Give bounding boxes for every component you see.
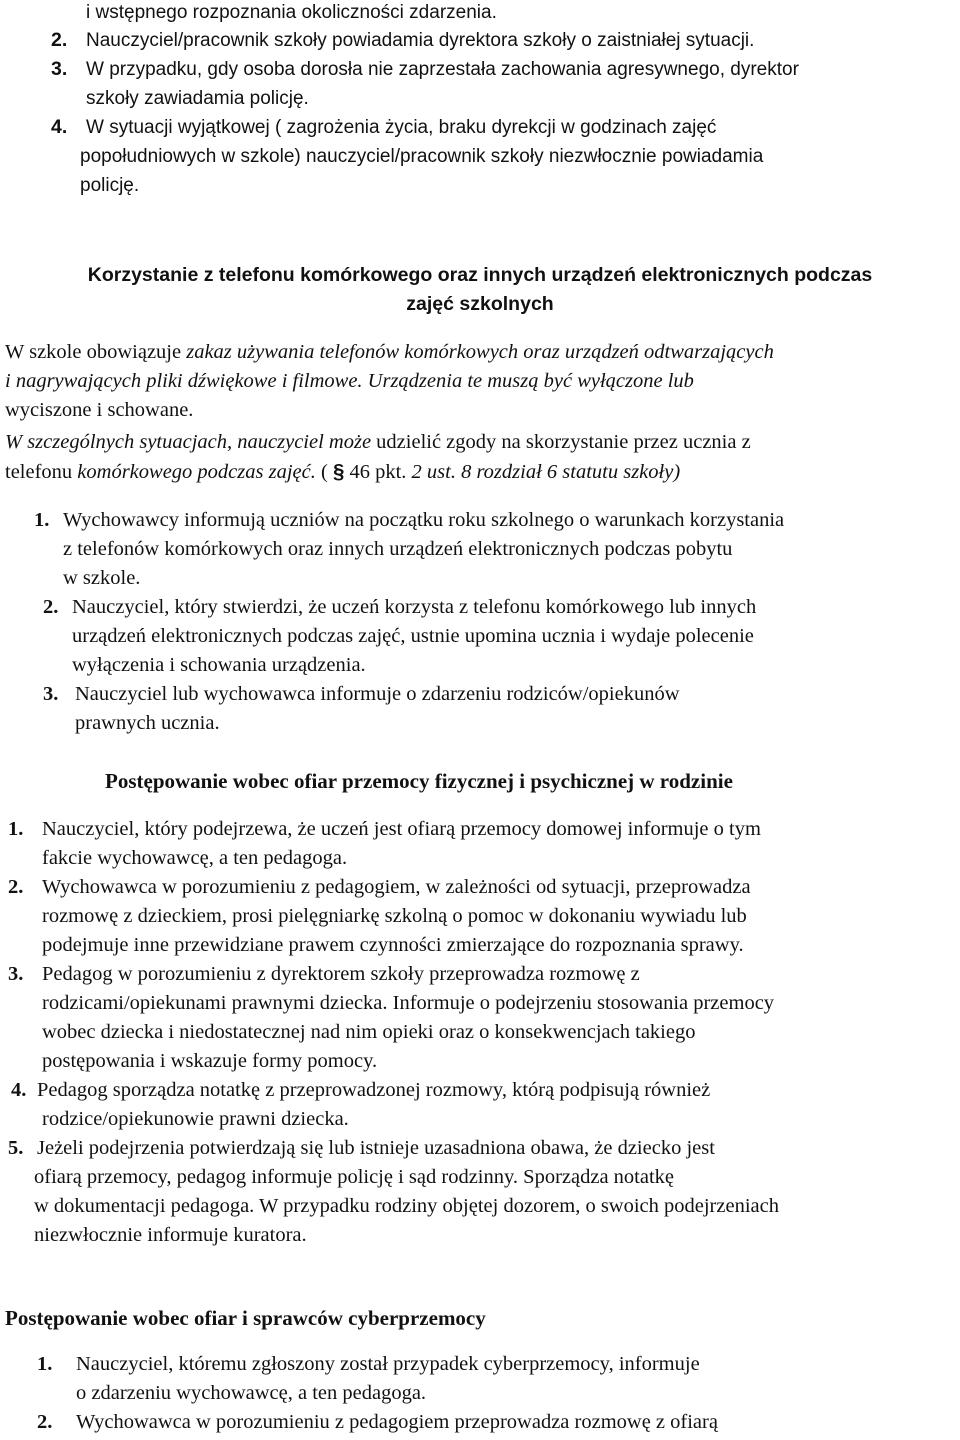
list-line: ofiarą przemocy, pedagog informuje policję i sąd rodzinny. Sporządza notatkę: [34, 1166, 675, 1188]
list-line: rodzicami/opiekunami prawnymi dziecka. Informuje o podejrzeniu stosowania przemocy: [42, 992, 775, 1014]
list-line: Nauczyciel, który podejrzewa, że uczeń jest ofiarą przemocy domowej informuje o tym: [42, 818, 761, 840]
list-number: 2.: [37, 1411, 53, 1433]
list-line: i wstępnego rozpoznania okoliczności zdarzenia.: [86, 2, 497, 23]
list-number: 2.: [51, 29, 68, 51]
list-line: postępowania i wskazuje formy pomocy.: [42, 1050, 378, 1072]
list-line: wyłączenia i schowania urządzenia.: [72, 654, 366, 676]
list-number: 1.: [34, 509, 50, 531]
list-number: 4.: [11, 1079, 27, 1101]
paragraph-line: wyciszone i schowane.: [5, 399, 194, 421]
text-span: zakaz używania telefonów komórkowych oraz urządzeń odtwarzających: [186, 341, 774, 363]
list-line: Wychowawca w porozumieniu z pedagogiem przeprowadza rozmowę z ofiarą: [76, 1411, 718, 1433]
list-line: Nauczyciel/pracownik szkoły powiadamia dyrektora szkoły o zaistniałej sytuacji.: [86, 30, 755, 51]
text-span: 2 ust. 8 rozdział 6 statutu szkoły): [411, 461, 681, 483]
list-number: 4.: [51, 116, 68, 138]
list-number: 2.: [43, 596, 59, 618]
list-line: prawnych ucznia.: [75, 712, 220, 734]
paragraph-line: [5, 428, 751, 457]
paragraph-line: [5, 367, 694, 396]
list-line: z telefonów komórkowych oraz innych urządzeń elektronicznych podczas pobytu: [63, 538, 733, 560]
section-title: Postępowanie wobec ofiar przemocy fizycznej i psychicznej w rodzinie: [105, 769, 733, 793]
text-span: telefonu: [5, 461, 78, 483]
list-line: fakcie wychowawcę, a ten pedagoga.: [42, 847, 348, 869]
list-line: rodzice/opiekunowie prawni dziecka.: [42, 1108, 349, 1130]
list-number: 1.: [37, 1353, 53, 1375]
text-span: i nagrywających pliki dźwiękowe i filmowe. Urządzenia te muszą być wyłączone lub: [5, 370, 694, 392]
list-line: w szkole.: [63, 567, 141, 589]
text-span: 46 pkt.: [344, 461, 412, 483]
text-span: (: [315, 461, 333, 483]
list-line: W przypadku, gdy osoba dorosła nie zaprzestała zachowania agresywnego, dyrektor: [86, 59, 799, 80]
section-title: Korzystanie z telefonu komórkowego oraz innych urządzeń elektronicznych podczas: [87, 264, 873, 286]
list-line: o zdarzeniu wychowawcę, a ten pedagoga.: [76, 1382, 427, 1404]
list-line: popołudniowych w szkole) nauczyciel/pracownik szkoły niezwłocznie powiadamia: [80, 146, 764, 167]
list-line: Wychowawca w porozumieniu z pedagogiem, w zależności od sytuacji, przeprowadza: [42, 876, 751, 898]
list-line: wobec dziecka i niedostatecznej nad nim opieki oraz o konsekwencjach takiego: [42, 1021, 696, 1043]
list-line: urządzeń elektronicznych podczas zajęć, ustnie upomina ucznia i wydaje polecenie: [72, 625, 754, 647]
list-number: 3.: [43, 683, 59, 705]
list-number: 5.: [8, 1137, 24, 1159]
list-line: policję.: [80, 175, 140, 196]
list-number: 2.: [8, 876, 24, 898]
list-line: Nauczyciel, któremu zgłoszony został przypadek cyberprzemocy, informuje: [76, 1353, 700, 1375]
list-number: 3.: [8, 963, 24, 985]
list-line: Pedagog w porozumieniu z dyrektorem szkoły przeprowadza rozmowę z: [42, 963, 640, 985]
list-line: Jeżeli podejrzenia potwierdzają się lub istnieje uzasadniona obawa, że dziecko jest: [37, 1137, 715, 1159]
list-line: podejmuje inne przewidziane prawem czynności zmierzające do rozpoznania sprawy.: [42, 934, 744, 956]
list-line: Nauczyciel lub wychowawca informuje o zdarzeniu rodziców/opiekunów: [75, 683, 680, 705]
list-line: rozmowę z dzieckiem, prosi pielęgniarkę szkolną o pomoc w dokonaniu wywiadu lub: [42, 905, 747, 927]
list-number: 3.: [51, 58, 68, 80]
list-line: Nauczyciel, który stwierdzi, że uczeń korzysta z telefonu komórkowego lub innych: [72, 596, 757, 618]
paragraph-line: [5, 338, 774, 367]
list-line: szkoły zawiadamia policję.: [86, 88, 309, 109]
text-span: W szkole obowiązuje: [5, 341, 187, 363]
list-line: W sytuacji wyjątkowej ( zagrożenia życia, braku dyrekcji w godzinach zajęć: [86, 117, 717, 138]
section-title: zajęć szkolnych: [406, 293, 554, 315]
text-span: komórkowego podczas zajęć.: [77, 461, 316, 483]
list-line: w dokumentacji pedagoga. W przypadku rodziny objętej dozorem, o swoich podejrzeniach: [34, 1195, 779, 1217]
list-number: 1.: [8, 818, 24, 840]
list-line: Pedagog sporządza notatkę z przeprowadzonej rozmowy, którą podpisują również: [37, 1079, 711, 1101]
section-sign-icon: §: [332, 460, 345, 483]
list-line: Wychowawcy informują uczniów na początku roku szkolnego o warunkach korzystania: [63, 509, 785, 531]
section-title: Postępowanie wobec ofiar i sprawców cyberprzemocy: [5, 1306, 486, 1330]
list-line: niezwłocznie informuje kuratora.: [34, 1224, 307, 1246]
paragraph-line: [5, 457, 680, 487]
text-span: W szczególnych sytuacjach, nauczyciel może: [5, 431, 372, 453]
text-span: udzielić zgody na skorzystanie przez ucznia z: [371, 431, 751, 453]
